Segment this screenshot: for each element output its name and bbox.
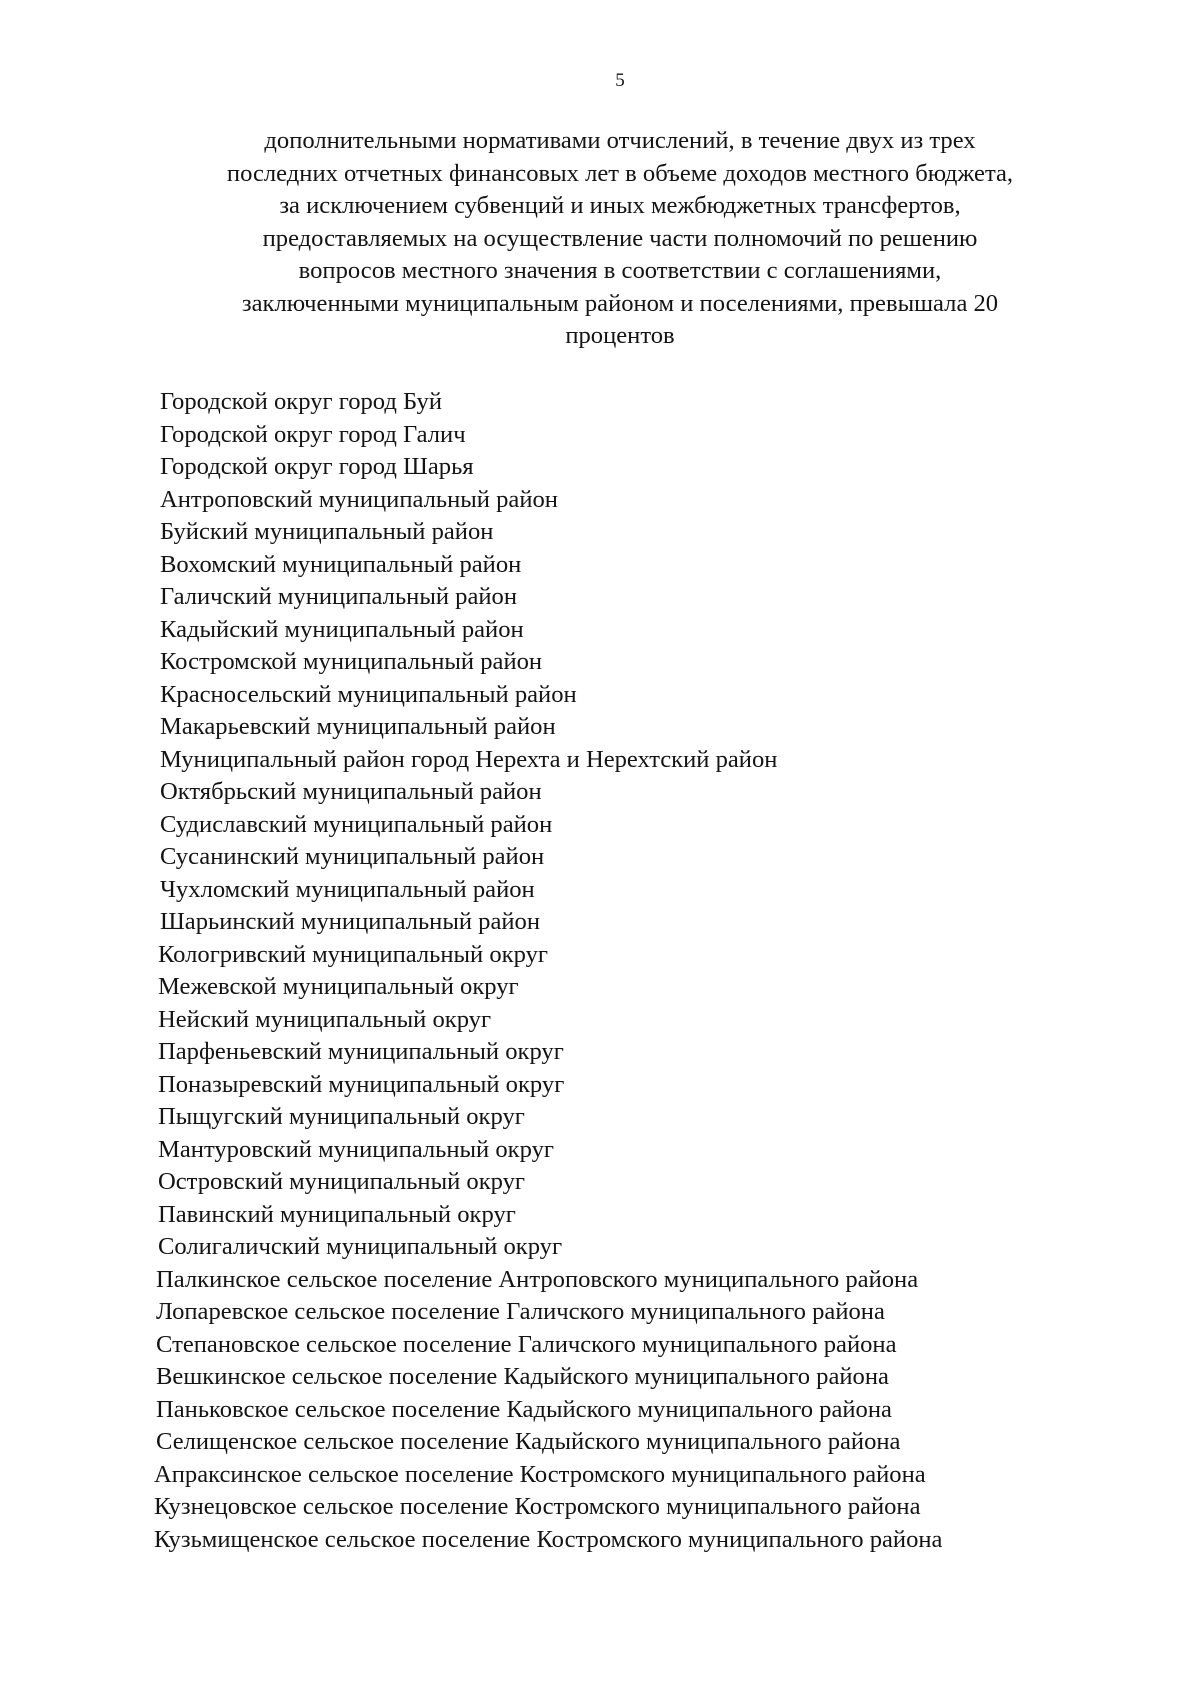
list-item: Галичский муниципальный район: [160, 583, 517, 610]
list-item: Павинский муниципальный округ: [158, 1200, 516, 1228]
list-item: Шарьинский муниципальный район: [160, 908, 541, 935]
list-item: Палкинское сельское поселение Антроповского муниципального района: [156, 1265, 919, 1293]
list-item: Антроповский муниципальный район: [160, 485, 558, 513]
list-item: Кузьмищенское сельское поселение Костромского муниципального района: [154, 1525, 943, 1553]
heading-line: за исключением субвенций и иных межбюджетных трансфертов,: [279, 192, 961, 219]
list-item: Мантуровский муниципальный округ: [158, 1135, 554, 1163]
heading-line: последних отчетных финансовых лет в объеме доходов местного бюджета,: [226, 159, 1014, 187]
list-item: Чухломский муниципальный район: [160, 875, 535, 903]
list-item: Макарьевский муниципальный район: [160, 713, 556, 740]
heading-line: предоставляемых на осуществление части полномочий по решению: [262, 224, 978, 252]
list-item: Кологривский муниципальный округ: [158, 940, 548, 968]
heading-line: вопросов местного значения в соответствии с соглашениями,: [298, 257, 942, 284]
list-item: Лопаревское сельское поселение Галичского муниципального района: [156, 1298, 885, 1325]
list-item: Паньковское сельское поселение Кадыйского муниципального района: [156, 1395, 892, 1423]
list-item: Буйский муниципальный район: [160, 518, 494, 545]
page-number: 5: [615, 70, 625, 91]
list-item: Городской округ город Буй: [160, 388, 443, 415]
list-item: Солигаличский муниципальный округ: [158, 1233, 563, 1260]
list-item: Кадыйский муниципальный район: [160, 615, 524, 643]
list-item: Межевской муниципальный округ: [158, 973, 519, 1000]
list-item: Степановское сельское поселение Галичского муниципального района: [156, 1330, 897, 1358]
list-item: Парфеньевский муниципальный округ: [158, 1038, 564, 1065]
list-item: Красносельский муниципальный район: [160, 680, 577, 708]
list-item: Пыщугский муниципальный округ: [158, 1103, 525, 1130]
list-item: Судиславский муниципальный район: [160, 810, 553, 838]
list-item: Муниципальный район город Нерехта и Нерехтский район: [160, 745, 778, 773]
heading-line: процентов: [565, 322, 675, 349]
section-heading: [140, 125, 1100, 353]
list-item: Селищенское сельское поселение Кадыйского муниципального района: [156, 1428, 901, 1455]
list-item: Сусанинский муниципальный район: [160, 843, 545, 870]
heading-line: заключенными муниципальным районом и поселениями, превышала 20: [241, 289, 999, 317]
list-item: Вохомский муниципальный район: [160, 550, 522, 578]
list-item: Вешкинское сельское поселение Кадыйского муниципального района: [156, 1363, 889, 1390]
list-item: Костромской муниципальный район: [160, 648, 543, 675]
list-item: Островский муниципальный округ: [158, 1168, 526, 1195]
list-item: Городской округ город Шарья: [160, 453, 474, 480]
list-item: Поназыревский муниципальный округ: [158, 1070, 565, 1098]
list-item: Городской округ город Галич: [160, 420, 466, 448]
list-item: Апраксинское сельское поселение Костромского муниципального района: [154, 1460, 926, 1488]
heading-line: дополнительными нормативами отчислений, в течение двух из трех: [264, 127, 976, 154]
list-item: Октябрьский муниципальный район: [160, 778, 542, 805]
list-item: Кузнецовское сельское поселение Костромского муниципального района: [154, 1493, 921, 1520]
list-item: Нейский муниципальный округ: [158, 1005, 492, 1033]
municipality-list: [154, 386, 1100, 1556]
